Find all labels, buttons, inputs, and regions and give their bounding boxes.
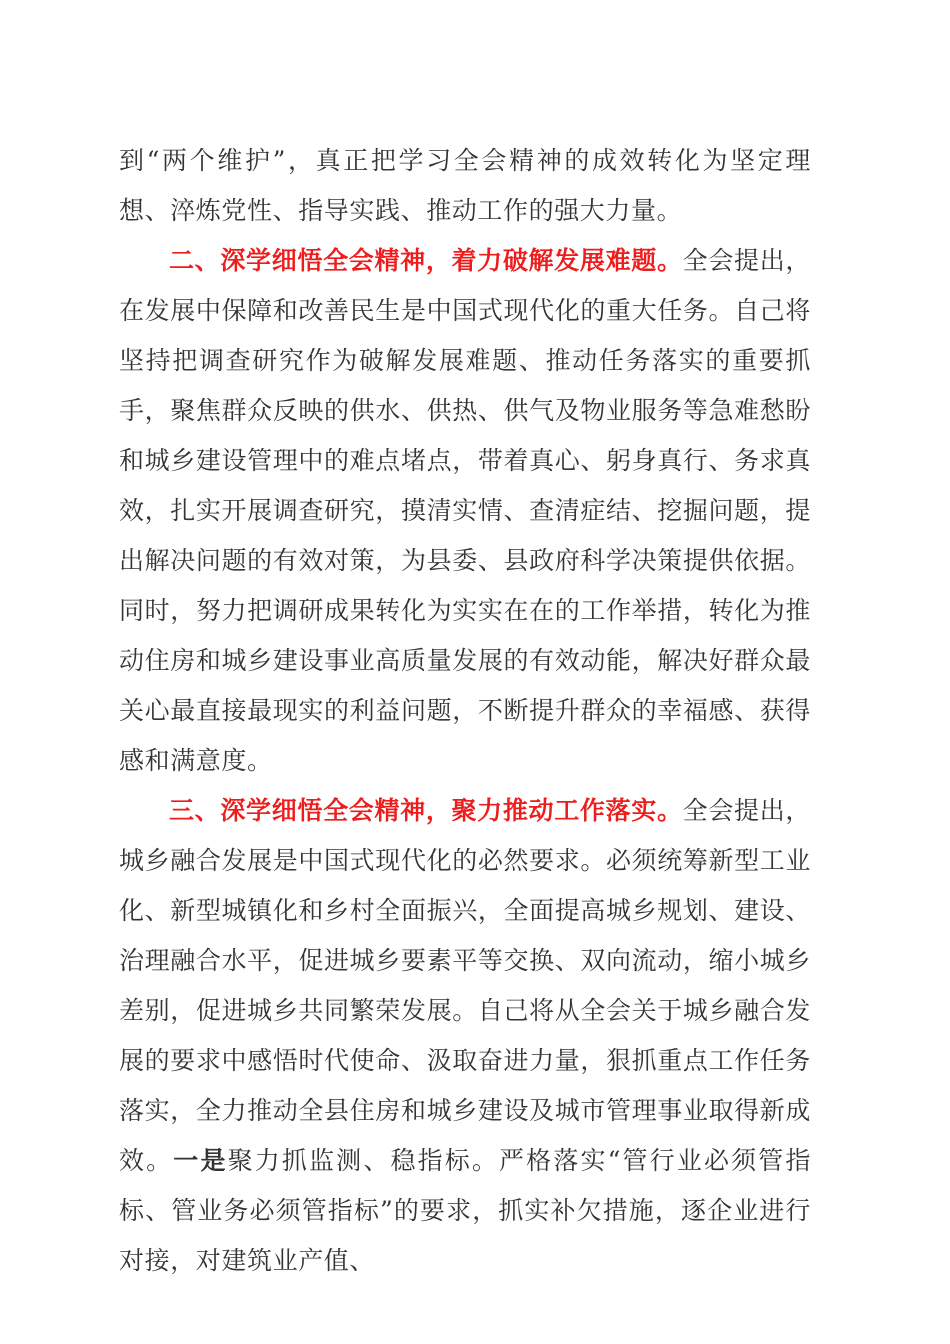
section-heading: 二、深学细悟全会精神，着力破解发展难题。 <box>169 246 683 275</box>
paragraph-section-two <box>119 236 811 786</box>
document-page <box>119 136 811 1286</box>
bold-enumerator: 一是 <box>173 1146 228 1175</box>
paragraph-body: 全会提出，在发展中保障和改善民生是中国式现代化的重大任务。自己将坚持把调查研究作为破解发展难题、推动任务落实的重要抓手，聚焦群众反映的供水、供热、供气及物业服务等急难愁盼和城乡建设管理中的难点堵点，带着真心、躬身真行、务求真效，扎实开展调查研究，摸清实情、查清症结、挖掘问题，提出解决问题的有效对策，为县委、县政府科学决策提供依据。同时，努力把调研成果转化为实实在在的工作举措，转化为推动住房和城乡建设事业高质量发展的有效动能，解决好群众最关心最直接最现实的利益问题，不断提升群众的幸福感、获得感和满意度。 <box>119 246 811 775</box>
paragraph-tail: 聚力抓监测、稳指标。严格落实“管行业必须管指标、管业务必须管指标”的要求，抓实补欠措施，逐企业进行对接，对建筑业产值、 <box>119 1146 812 1275</box>
paragraph-body: 全会提出，城乡融合发展是中国式现代化的必然要求。必须统筹新型工业化、新型城镇化和乡村全面振兴，全面提高城乡规划、建设、治理融合水平，促进城乡要素平等交换、双向流动，缩小城乡差别，促进城乡共同繁荣发展。自己将从全会关于城乡融合发展的要求中感悟时代使命、汲取奋进力量，狠抓重点工作任务落实，全力推动全县住房和城乡建设及城市管理事业取得新成效。 <box>119 796 811 1175</box>
paragraph-section-three <box>119 786 811 1286</box>
section-heading: 三、深学细悟全会精神，聚力推动工作落实。 <box>169 796 683 825</box>
paragraph-continuation <box>119 136 811 236</box>
paragraph-body: 到“两个维护”，真正把学习全会精神的成效转化为坚定理想、淬炼党性、指导实践、推动工作的强大力量。 <box>119 146 811 225</box>
